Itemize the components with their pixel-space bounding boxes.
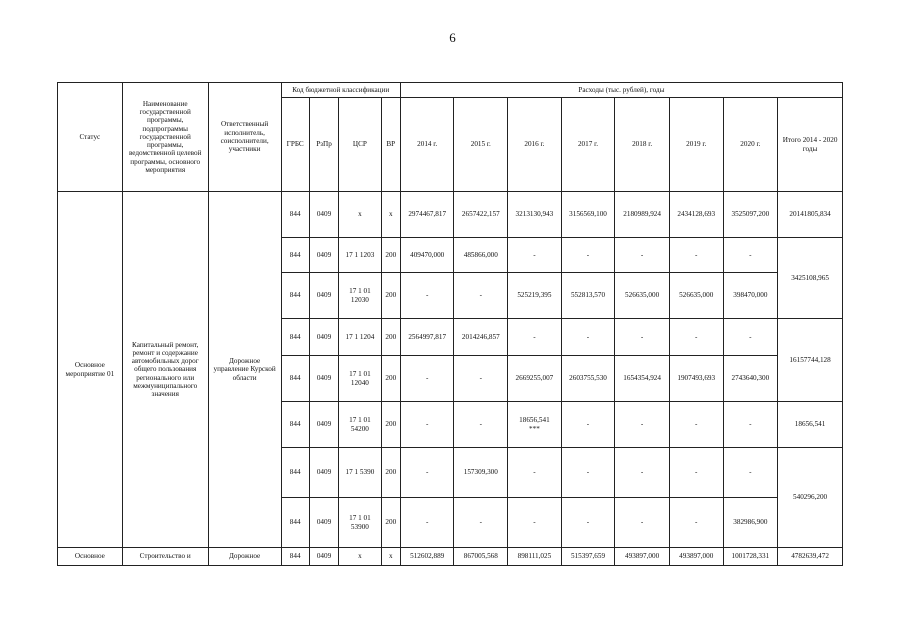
cell-value: - [400, 402, 454, 448]
cell-grbs: 844 [281, 319, 309, 356]
cell-vr: 200 [381, 448, 400, 498]
header-year: 2014 г. [400, 98, 454, 192]
table-row [58, 548, 843, 566]
cell-csr: х [339, 192, 381, 238]
cell-value: - [561, 498, 615, 548]
header-grbs: ГРБС [281, 98, 309, 192]
cell-value: 2434128,693 [669, 192, 723, 238]
cell-csr: 17 1 01 12040 [339, 356, 381, 402]
cell-value: - [400, 356, 454, 402]
cell-value: - [561, 402, 615, 448]
cell-value: 512602,889 [400, 548, 454, 566]
cell-rzpr: 0409 [309, 448, 338, 498]
cell-value: 2564997,817 [400, 319, 454, 356]
header-csr: ЦСР [339, 98, 381, 192]
cell-value: 382986,900 [723, 498, 778, 548]
cell-grbs: 844 [281, 273, 309, 319]
cell-rzpr: 0409 [309, 402, 338, 448]
cell-value: 867005,568 [454, 548, 508, 566]
cell-csr: 17 1 1203 [339, 238, 381, 273]
cell-total-merged: 3425108,965 [778, 238, 843, 319]
cell-csr: 17 1 01 53900 [339, 498, 381, 548]
cell-value: - [454, 498, 508, 548]
cell-value: - [454, 356, 508, 402]
cell-value: 2180989,924 [615, 192, 670, 238]
block1-responsible: Дорожное управление Курской области [208, 192, 281, 548]
header-year: 2018 г. [615, 98, 670, 192]
cell-value: 2014246,857 [454, 319, 508, 356]
cell-rzpr: 0409 [309, 356, 338, 402]
cell-value: - [400, 448, 454, 498]
cell-value: - [454, 273, 508, 319]
header-year: 2019 г. [669, 98, 723, 192]
header-expenses: Расходы (тыс. рублей), годы [400, 83, 842, 98]
cell-grbs: 844 [281, 448, 309, 498]
cell-grbs: 844 [281, 356, 309, 402]
cell-value: 1001728,331 [723, 548, 778, 566]
cell-value: 398470,000 [723, 273, 778, 319]
cell-value: 409470,000 [400, 238, 454, 273]
cell-value: - [615, 402, 670, 448]
cell-value: 157309,300 [454, 448, 508, 498]
cell-total-merged: 16157744,128 [778, 319, 843, 402]
header-total: Итого 2014 - 2020 годы [778, 98, 843, 192]
header-vr: ВР [381, 98, 400, 192]
block1-name: Капитальный ремонт, ремонт и содержание автомобильных дорог общего пользования регионального или межмуниципального значения [122, 192, 208, 548]
cell-vr: 200 [381, 498, 400, 548]
cell-value: 2974467,817 [400, 192, 454, 238]
cell-total: 20141805,834 [778, 192, 843, 238]
cell-grbs: 844 [281, 548, 309, 566]
cell-value [508, 402, 562, 448]
budget-table [57, 82, 843, 566]
cell-value: - [400, 498, 454, 548]
cell-value: 1654354,924 [615, 356, 670, 402]
cell-value: - [669, 319, 723, 356]
cell-total: 18656,541 [778, 402, 843, 448]
header-rzpr: РзПр [309, 98, 338, 192]
cell-value: - [615, 319, 670, 356]
cell-value: 526635,000 [615, 273, 670, 319]
cell-grbs: 844 [281, 192, 309, 238]
cell-csr: 17 1 1204 [339, 319, 381, 356]
cell-grbs: 844 [281, 498, 309, 548]
cell-vr: х [381, 548, 400, 566]
header-year: 2015 г. [454, 98, 508, 192]
cell-value: 2657422,157 [454, 192, 508, 238]
cell-value: 552813,570 [561, 273, 615, 319]
block1-status: Основное мероприятие 01 [58, 192, 123, 548]
cell-value: - [669, 498, 723, 548]
cell-value: 2669255,007 [508, 356, 562, 402]
cell-rzpr: 0409 [309, 273, 338, 319]
footnote-mark: *** [529, 424, 540, 433]
cell-rzpr: 0409 [309, 319, 338, 356]
cell-value: 526635,000 [669, 273, 723, 319]
cell-value: 3213130,943 [508, 192, 562, 238]
header-responsible: Ответственный исполнитель, соисполнители, участники [208, 83, 281, 192]
cell-value: - [615, 238, 670, 273]
cell-grbs: 844 [281, 402, 309, 448]
block2-responsible: Дорожное [208, 548, 281, 566]
cell-value: - [508, 448, 562, 498]
cell-vr: 200 [381, 238, 400, 273]
cell-value: - [669, 402, 723, 448]
cell-csr: 17 1 01 12030 [339, 273, 381, 319]
cell-value: - [508, 498, 562, 548]
cell-value: - [400, 273, 454, 319]
cell-vr: 200 [381, 273, 400, 319]
cell-rzpr: 0409 [309, 192, 338, 238]
cell-value: 515397,659 [561, 548, 615, 566]
cell-value: 1907493,693 [669, 356, 723, 402]
cell-value: - [508, 238, 562, 273]
cell-csr: 17 1 01 54200 [339, 402, 381, 448]
header-budget-code: Код бюджетной классификации [281, 83, 400, 98]
cell-vr: 200 [381, 319, 400, 356]
cell-value: 3525097,200 [723, 192, 778, 238]
cell-value: - [723, 402, 778, 448]
cell-value: 2743640,300 [723, 356, 778, 402]
cell-rzpr: 0409 [309, 548, 338, 566]
block2-status: Основное [58, 548, 123, 566]
block2-name: Строительство и [122, 548, 208, 566]
cell-total-merged: 540296,200 [778, 448, 843, 548]
cell-value: 525219,395 [508, 273, 562, 319]
header-year: 2016 г. [508, 98, 562, 192]
cell-value: 898111,025 [508, 548, 562, 566]
cell-value: 2603755,530 [561, 356, 615, 402]
page-number: 6 [449, 30, 456, 45]
table-row [58, 192, 843, 238]
cell-value: - [508, 319, 562, 356]
cell-vr: х [381, 192, 400, 238]
cell-value: - [669, 238, 723, 273]
cell-rzpr: 0409 [309, 238, 338, 273]
cell-value: 485866,000 [454, 238, 508, 273]
cell-value: - [615, 498, 670, 548]
cell-vr: 200 [381, 402, 400, 448]
cell-csr: 17 1 5390 [339, 448, 381, 498]
cell-value: 3156569,100 [561, 192, 615, 238]
cell-vr: 200 [381, 356, 400, 402]
cell-rzpr: 0409 [309, 498, 338, 548]
header-year: 2017 г. [561, 98, 615, 192]
cell-value: - [723, 319, 778, 356]
cell-value: - [561, 238, 615, 273]
cell-total: 4782639,472 [778, 548, 843, 566]
cell-value: - [561, 319, 615, 356]
cell-value: 493897,000 [669, 548, 723, 566]
cell-value: - [723, 448, 778, 498]
cell-csr: х [339, 548, 381, 566]
header-year: 2020 г. [723, 98, 778, 192]
header-row-1 [58, 83, 843, 98]
cell-value: - [669, 448, 723, 498]
cell-value: - [561, 448, 615, 498]
cell-value: - [615, 448, 670, 498]
cell-value-text: 18656,541 [519, 416, 550, 425]
cell-value: - [454, 402, 508, 448]
cell-value: 493897,000 [615, 548, 670, 566]
header-status: Статус [58, 83, 123, 192]
cell-value: - [723, 238, 778, 273]
header-name: Наименование государственной программы, подпрограммы государственной программы, ведомственной целевой программы, основного мероприятия [122, 83, 208, 192]
cell-grbs: 844 [281, 238, 309, 273]
